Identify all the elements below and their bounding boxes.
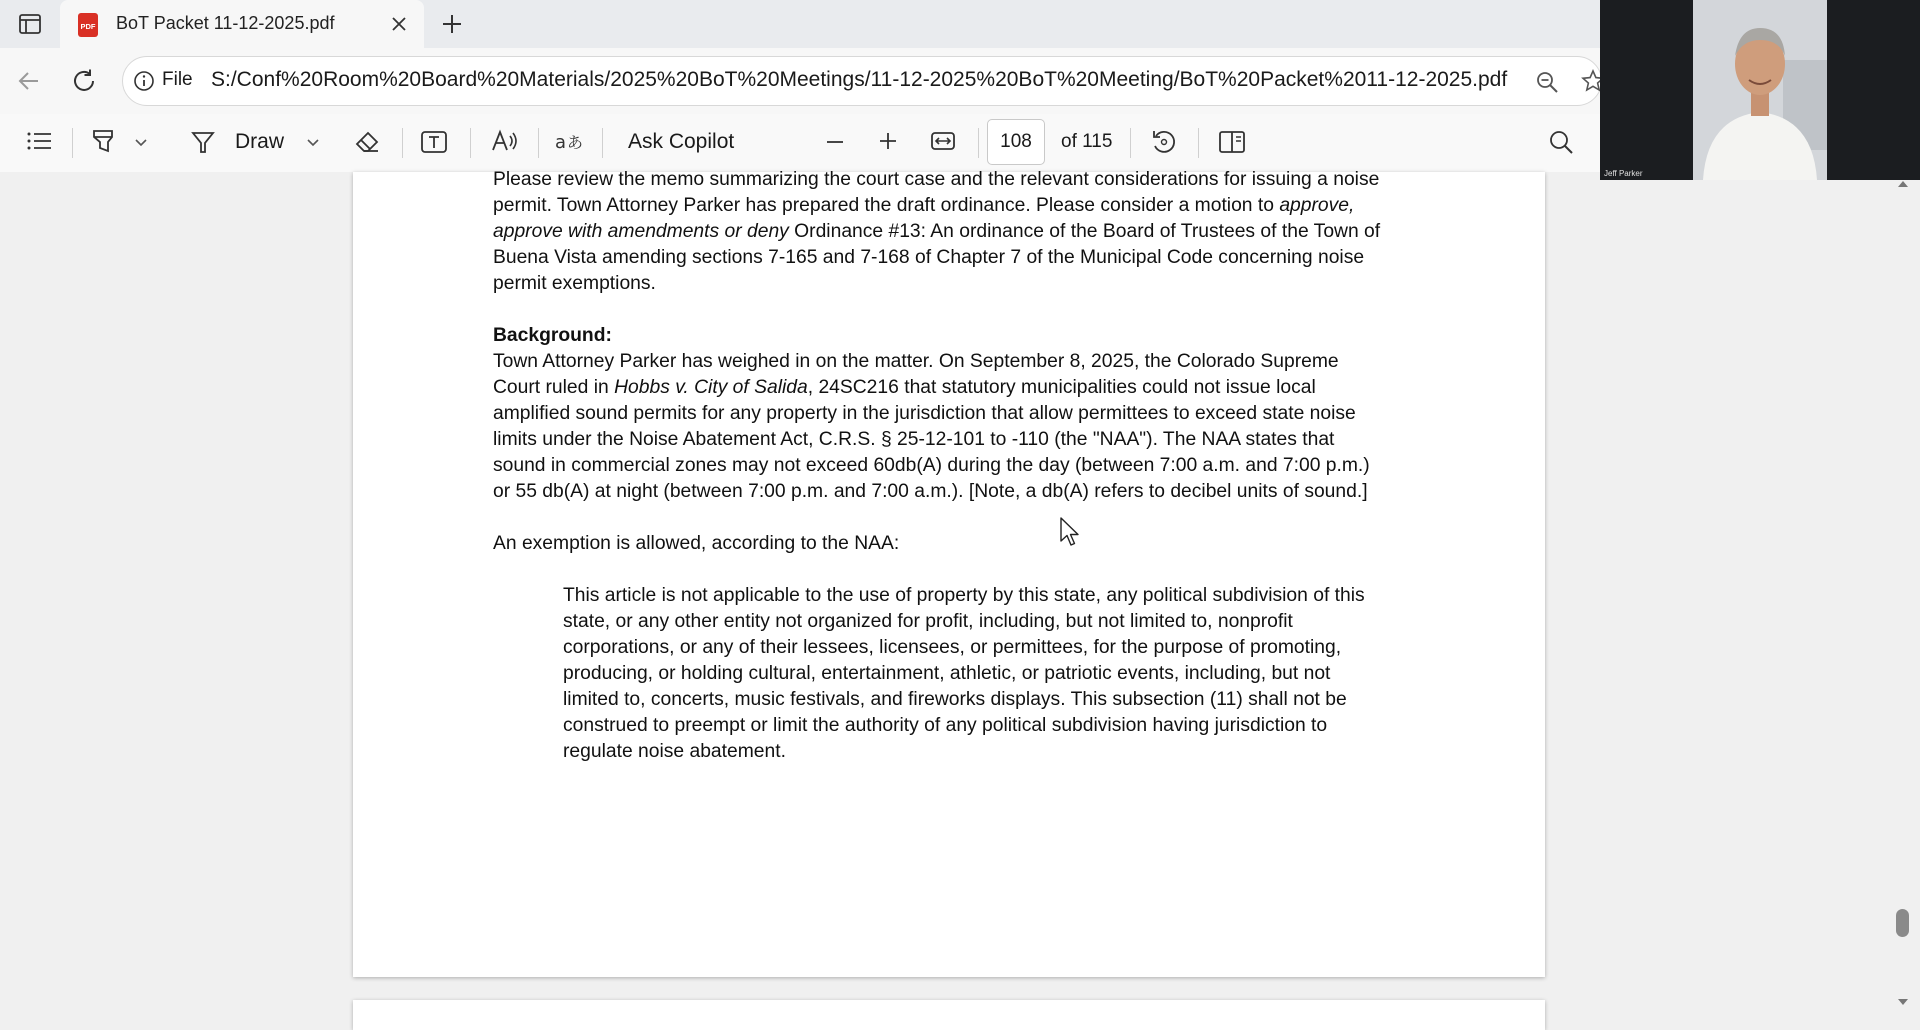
highlight-icon[interactable] bbox=[90, 128, 116, 159]
pdf-file-icon bbox=[76, 12, 100, 43]
tab-title: BoT Packet 11-12-2025.pdf bbox=[116, 13, 335, 33]
exemption-intro: An exemption is allowed, according to the NAA: bbox=[493, 533, 900, 554]
back-icon[interactable] bbox=[16, 68, 42, 99]
toolbar-separator bbox=[402, 128, 403, 158]
quote-line: producing, or holding cultural, entertainment, athletic, or patriotic events, including, but not bbox=[563, 663, 1331, 684]
draw-pen-icon[interactable] bbox=[190, 129, 216, 160]
eraser-icon[interactable] bbox=[354, 129, 380, 160]
refresh-icon[interactable] bbox=[70, 67, 98, 100]
toolbar-separator bbox=[978, 128, 979, 158]
pdf-next-page bbox=[353, 1000, 1545, 1030]
contents-list-icon[interactable] bbox=[26, 130, 52, 157]
quote-line: corporations, or any of their lessees, licensees, or permittees, for the purpose of promoting, bbox=[563, 637, 1342, 658]
new-tab-icon[interactable] bbox=[440, 12, 464, 41]
background-line-1: Town Attorney Parker has weighed in on the matter. On September 8, 2025, the Colorado Supreme bbox=[493, 351, 1339, 372]
read-aloud-icon[interactable] bbox=[490, 128, 520, 159]
intro-line-5: permit exemptions. bbox=[493, 273, 656, 294]
background-heading: Background: bbox=[493, 325, 612, 346]
background-line-5: sound in commercial zones may not exceed 60db(A) during the day (between 7:00 a.m. and 7:00 p.m.) bbox=[493, 455, 1370, 476]
tab-active[interactable] bbox=[60, 0, 424, 48]
zoom-out-icon[interactable] bbox=[824, 131, 846, 158]
background-line-6: or 55 db(A) at night (between 7:00 p.m. and 7:00 a.m.). [Note, a db(A) refers to decibel units of sound.] bbox=[493, 481, 1368, 502]
background-line-2: Court ruled in Hobbs v. City of Salida, 24SC216 that statutory municipalities could not issue local bbox=[493, 377, 1316, 398]
address-bar[interactable] bbox=[122, 56, 1602, 106]
pdf-page bbox=[353, 169, 1545, 977]
quote-line: construed to preempt or limit the authority of any political subdivision having jurisdiction to bbox=[563, 715, 1328, 736]
sidebar-toggle-icon[interactable] bbox=[18, 12, 42, 41]
draw-button[interactable]: Draw bbox=[235, 130, 285, 153]
mouse-cursor-icon bbox=[1060, 517, 1082, 554]
toolbar-separator bbox=[72, 128, 73, 158]
page-number-input[interactable] bbox=[987, 119, 1045, 165]
background-line-3: amplified sound permits for any property in the jurisdiction that allow permittees to exceed state noise bbox=[493, 403, 1356, 424]
intro-line-1: Please review the memo summarizing the court case and the relevant considerations for issuing a noise bbox=[493, 169, 1380, 190]
toolbar-separator bbox=[538, 128, 539, 158]
svg-text:あ: あ bbox=[567, 133, 584, 152]
zoom-in-icon[interactable] bbox=[877, 130, 899, 157]
quote-line: This article is not applicable to the use of property by this state, any political subdivision of this bbox=[563, 585, 1365, 606]
toolbar-separator bbox=[1130, 128, 1131, 158]
video-call-overlay[interactable] bbox=[1600, 0, 1920, 180]
zoom-icon[interactable] bbox=[1535, 70, 1559, 99]
site-info-icon[interactable] bbox=[133, 70, 155, 97]
quote-line: regulate noise abatement. bbox=[563, 741, 786, 762]
translate-icon[interactable] bbox=[554, 128, 584, 159]
add-text-icon[interactable] bbox=[420, 129, 448, 160]
scroll-down-arrow-icon[interactable] bbox=[1896, 994, 1910, 1012]
page-view-icon[interactable] bbox=[1218, 129, 1246, 160]
quote-line: state, or any other entity not organized for profit, including, but not limited to, nonprofit bbox=[563, 611, 1293, 632]
intro-line-4: Buena Vista amending sections 7-165 and 7-168 of Chapter 7 of the Municipal Code concerning noise bbox=[493, 247, 1365, 268]
vertical-scrollbar[interactable] bbox=[1890, 172, 1920, 1020]
svg-text:a: a bbox=[555, 132, 567, 153]
page-number-value: 108 bbox=[1000, 131, 1032, 152]
intro-line-3: approve with amendments or deny Ordinance #13: An ordinance of the Board of Trustees of the Town of bbox=[493, 221, 1381, 242]
toolbar-separator bbox=[602, 128, 603, 158]
scrollbar-thumb[interactable] bbox=[1896, 909, 1909, 937]
background-line-4: limits under the Noise Abatement Act, C.R.S. § 25-12-101 to -110 (the "NAA"). The NAA states that bbox=[493, 429, 1335, 450]
toolbar-separator bbox=[470, 128, 471, 158]
address-scheme-label: File bbox=[162, 69, 193, 90]
fit-width-icon[interactable] bbox=[930, 129, 956, 158]
participant-name: Jeff Parker bbox=[1604, 169, 1643, 178]
intro-line-2: permit. Town Attorney Parker has prepared the draft ordinance. Please consider a motion to approve, bbox=[493, 195, 1355, 216]
draw-dropdown-chevron-icon[interactable] bbox=[306, 135, 320, 153]
ask-copilot-button[interactable]: Ask Copilot bbox=[628, 130, 735, 153]
participant-video bbox=[1693, 0, 1827, 180]
close-tab-icon[interactable] bbox=[390, 15, 408, 38]
page-count-label: of 115 bbox=[1061, 131, 1113, 152]
highlight-dropdown-chevron-icon[interactable] bbox=[134, 135, 148, 153]
toolbar-separator bbox=[1198, 128, 1199, 158]
rotate-icon[interactable] bbox=[1150, 128, 1178, 161]
quote-line: limited to, concerts, music festivals, and fireworks displays. This subsection (11) shall not be bbox=[563, 689, 1347, 710]
participant-avatar bbox=[1693, 0, 1827, 180]
search-icon[interactable] bbox=[1548, 129, 1574, 160]
pdf-icon-label: PDF bbox=[80, 22, 96, 31]
address-url[interactable]: S:/Conf%20Room%20Board%20Materials/2025%20BoT%20Meetings/11-12-2025%20BoT%20Meeting/BoT%20Packet%2011-12-2025.pdf bbox=[211, 68, 1508, 91]
